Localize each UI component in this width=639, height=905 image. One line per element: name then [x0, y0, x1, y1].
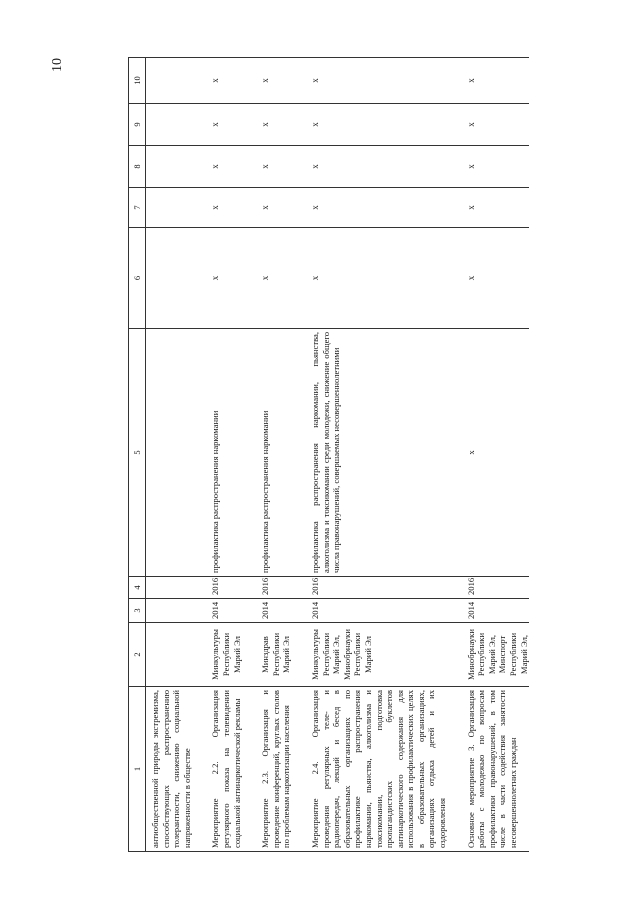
col8-cell: x [256, 146, 292, 188]
header-cell: 8 [129, 146, 146, 188]
col8-cell: x [206, 146, 242, 188]
col8-cell: x [306, 146, 448, 188]
executor-cell: Минздрав Республики Марий Эл [256, 623, 292, 687]
event-cell: Мероприятие 2.3. Организация и проведение конференций, круглых столов по проблемам наркотизации населения [256, 687, 292, 852]
start-year-cell: 2014 [462, 599, 530, 623]
result-cell: профилактика распространения наркомании [206, 329, 242, 577]
col9-cell [146, 104, 193, 146]
header-cell: 9 [129, 104, 146, 146]
col6-cell: x [306, 228, 448, 329]
executor-cell: Минобрнауки Республики Марий Эл, Минспорт Республики Марий Эл, [462, 623, 530, 687]
header-cell: 7 [129, 188, 146, 228]
program-table [128, 57, 529, 852]
end-year-cell [146, 577, 193, 599]
header-cell: 3 [129, 599, 146, 623]
table-row [306, 58, 448, 852]
col6-cell: x [256, 228, 292, 329]
end-year-cell: 2016 [256, 577, 292, 599]
col7-cell: x [206, 188, 242, 228]
header-cell: 2 [129, 623, 146, 687]
end-year-cell: 2016 [206, 577, 242, 599]
col10-cell: x [256, 58, 292, 104]
event-cell: Основное мероприятие 3. Организация работы с молодежью по вопросам профилактики правонарушений, в том числе в части содействия занятости несовершеннолетних граждан [462, 687, 530, 852]
rotated-table-area [50, 58, 614, 852]
col9-cell: x [462, 104, 530, 146]
table-row [146, 58, 193, 852]
table-header [129, 58, 146, 852]
col6-cell: x [462, 228, 530, 329]
col7-cell: x [306, 188, 448, 228]
col8-cell: x [462, 146, 530, 188]
result-cell: x [462, 329, 530, 577]
header-cell: 6 [129, 228, 146, 329]
row-spacer [242, 58, 256, 852]
event-cell: антиобщественной природы экстремизма, способствующих распространению толерантности, снижению социальной напряженности в обществе [146, 687, 193, 852]
col10-cell: x [206, 58, 242, 104]
end-year-cell: 2016 [462, 577, 530, 599]
table-row [206, 58, 242, 852]
executor-cell: Минкультуры Республики Марий Эл, Минобрнауки Республики Марий Эл [306, 623, 448, 687]
col8-cell [146, 146, 193, 188]
col6-cell [146, 228, 193, 329]
executor-cell [146, 623, 193, 687]
event-cell: Мероприятие 2.2. Организация регулярного показа на телевидении социальной антинаркотической рекламы [206, 687, 242, 852]
start-year-cell [146, 599, 193, 623]
start-year-cell: 2014 [256, 599, 292, 623]
col6-cell: x [206, 228, 242, 329]
end-year-cell: 2016 [306, 577, 448, 599]
table-row [462, 58, 530, 852]
row-spacer [448, 58, 462, 852]
col7-cell [146, 188, 193, 228]
page-number: 10 [50, 58, 65, 72]
header-cell: 4 [129, 577, 146, 599]
start-year-cell: 2014 [206, 599, 242, 623]
col9-cell: x [256, 104, 292, 146]
row-spacer [292, 58, 306, 852]
result-cell: профилактика распространения наркомании [256, 329, 292, 577]
col9-cell: x [306, 104, 448, 146]
col10-cell: x [462, 58, 530, 104]
header-cell: 10 [129, 58, 146, 104]
table-row [256, 58, 292, 852]
col7-cell: x [462, 188, 530, 228]
col9-cell: x [206, 104, 242, 146]
result-cell [146, 329, 193, 577]
col10-cell: x [306, 58, 448, 104]
col7-cell: x [256, 188, 292, 228]
row-spacer [192, 58, 206, 852]
header-cell: 5 [129, 329, 146, 577]
start-year-cell: 2014 [306, 599, 448, 623]
result-cell: профилактика распространения наркомании, пьянства, алкоголизма и токсикомании среди молодежи, снижение общего числа правонарушений, совершаемых несовершеннолетними [306, 329, 448, 577]
col10-cell [146, 58, 193, 104]
executor-cell: Минкультуры Республики Марий Эл [206, 623, 242, 687]
header-cell: 1 [129, 687, 146, 852]
event-cell: Мероприятие 2.4. Организация проведения регулярных теле- и радиопередач, лекций и бесед в образовательных организациях по профилактике распространения наркомании, пьянства, алкоголизма и токсикомании, подготовка пропагандистских буклетов антинаркотического содержания для использования в профилактических целях в образовательных организациях, организациях отдыха детей и их оздоровления [306, 687, 448, 852]
